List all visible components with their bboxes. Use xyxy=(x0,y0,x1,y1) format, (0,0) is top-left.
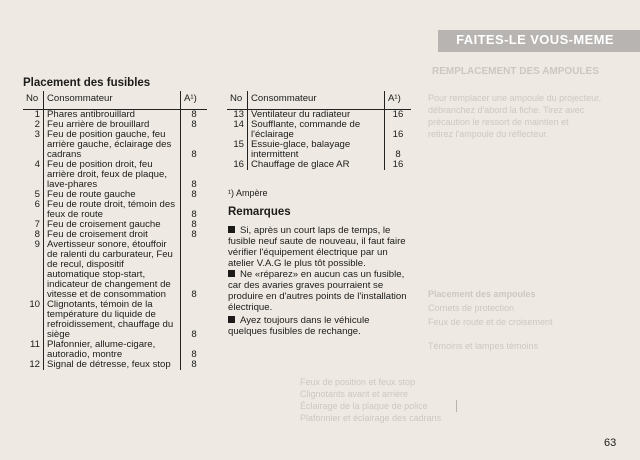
pencil-mark xyxy=(456,400,457,412)
fuse-amperage: 8 xyxy=(181,130,208,160)
bleed-line: Feux de route et de croisement xyxy=(428,317,553,327)
fuse-consumer: Clignotants, témoin de la température du liquide de refroidissement, chauffage du siège xyxy=(47,299,174,340)
header-amp: A¹) xyxy=(181,91,208,110)
table-row xyxy=(227,120,411,140)
fuse-consumer: Feu de route droit, témoin des feux de route xyxy=(47,199,175,220)
bleed-line: précaution le ressort de maintien et xyxy=(428,117,569,127)
fuse-consumer: Feu arrière de brouillard xyxy=(47,119,150,130)
bleed-line: Feux de position et feux stop xyxy=(300,377,416,387)
fuse-number: 1 xyxy=(23,110,44,121)
header-consumer: Consommateur xyxy=(248,91,385,110)
fuse-consumer: Phares antibrouillard xyxy=(47,109,135,120)
fuse-consumer: Feu de route gauche xyxy=(47,189,136,200)
fuse-consumer: Signal de détresse, feux stop xyxy=(47,359,171,370)
footnote: ¹) Ampère xyxy=(228,188,268,198)
fuse-amperage: 8 xyxy=(181,200,208,220)
fuse-number: 13 xyxy=(227,110,248,121)
bleed-line: Clignotants avant et arrière xyxy=(300,389,409,399)
bullet-icon xyxy=(228,226,235,233)
table-row xyxy=(23,340,207,360)
table-row xyxy=(227,140,411,160)
fuse-number: 15 xyxy=(227,140,248,160)
remark-item xyxy=(228,225,410,269)
fuse-amperage: 8 xyxy=(181,230,208,240)
table-header-row xyxy=(23,91,207,110)
fuse-consumer: Plafonnier, allume-cigare, autoradio, montre xyxy=(47,339,156,360)
table-header-row xyxy=(227,91,411,110)
fuse-number: 9 xyxy=(23,240,44,300)
table-row xyxy=(23,360,207,370)
fuse-number: 3 xyxy=(23,130,44,160)
header-title: FAITES-LE VOUS-MEME xyxy=(456,32,614,47)
fuse-amperage: 8 xyxy=(181,160,208,190)
fuse-amperage: 8 xyxy=(181,340,208,360)
table-row xyxy=(23,300,207,340)
section-title: Placement des fusibles xyxy=(23,77,151,89)
fuse-consumer: Avertisseur sonore, étouffoir de ralenti du carburateur, Feu de recul, dispositif automatique stop-start, indicateur de changement de vitesse et de consommation xyxy=(47,239,173,300)
fuse-number: 14 xyxy=(227,120,248,140)
fuse-amperage: 16 xyxy=(385,160,412,170)
fuse-table-right xyxy=(227,91,411,170)
fuse-consumer: Feu de position droit, feu arrière droit, feux de plaque, lave-phares xyxy=(47,159,167,190)
fuse-number: 12 xyxy=(23,360,44,370)
fuse-amperage: 8 xyxy=(385,140,412,160)
page-number: 63 xyxy=(604,437,617,449)
fuse-number: 6 xyxy=(23,200,44,220)
fuse-amperage: 8 xyxy=(181,110,208,121)
fuse-amperage: 16 xyxy=(385,120,412,140)
fuse-consumer: Feu de croisement droit xyxy=(47,229,148,240)
fuse-number: 11 xyxy=(23,340,44,360)
bullet-icon xyxy=(228,270,235,277)
bleed-heading: Placement des ampoules xyxy=(428,289,536,299)
header-no: No xyxy=(227,91,248,110)
fuse-consumer: Essuie-glace, balayage intermittent xyxy=(251,139,351,160)
bleed-heading: REMPLACEMENT DES AMPOULES xyxy=(432,66,599,77)
header-consumer: Consommateur xyxy=(44,91,181,110)
table-row xyxy=(23,240,207,300)
fuse-number: 8 xyxy=(23,230,44,240)
remark-text: Si, après un court laps de temps, le fusible neuf saute de nouveau, il faut faire vérifier l'équipement électrique par un atelier V.A.G le plus tôt possible. xyxy=(228,225,406,269)
bleed-line: Plafonnier et éclairage des cadrans xyxy=(300,413,442,423)
fuse-consumer: Soufflante, commande de l'éclairage xyxy=(251,119,361,140)
remarks-title: Remarques xyxy=(228,206,291,218)
bleed-line: Éclairage de la plaque de police xyxy=(300,401,428,411)
fuse-number: 7 xyxy=(23,220,44,230)
fuse-table-left xyxy=(23,91,207,370)
table-row xyxy=(23,130,207,160)
fuse-number: 5 xyxy=(23,190,44,200)
header-band xyxy=(438,30,640,52)
fuse-amperage: 16 xyxy=(385,110,412,121)
fuse-number: 10 xyxy=(23,300,44,340)
fuse-amperage: 8 xyxy=(181,120,208,130)
bullet-icon xyxy=(228,316,235,323)
bleed-line: Pour remplacer une ampoule du projecteur, xyxy=(428,93,602,103)
fuse-consumer: Feu de position gauche, feu arrière gauche, éclairage des cadrans xyxy=(47,129,172,160)
bleed-line: Cornets de protection xyxy=(428,303,515,313)
fuse-number: 4 xyxy=(23,160,44,190)
remark-item xyxy=(228,315,410,337)
table-row xyxy=(227,160,411,170)
fuse-amperage: 8 xyxy=(181,360,208,370)
fuse-amperage: 8 xyxy=(181,240,208,300)
fuse-consumer: Ventilateur du radiateur xyxy=(251,109,351,120)
header-amp: A¹) xyxy=(385,91,412,110)
fuse-amperage: 8 xyxy=(181,220,208,230)
remark-text: Ayez toujours dans le véhicule quelques fusibles de rechange. xyxy=(228,315,370,337)
remark-text: Ne «réparez» en aucun cas un fusible, car des avaries graves pourraient se produire en d'autres points de l'installation électrique. xyxy=(228,269,407,313)
bleed-line: débranchez d'abord la fiche. Tirez avec xyxy=(428,105,585,115)
fuse-amperage: 8 xyxy=(181,300,208,340)
fuse-consumer: Chauffage de glace AR xyxy=(251,159,350,170)
remark-item xyxy=(228,269,410,313)
fuse-consumer: Feu de croisement gauche xyxy=(47,219,161,230)
table-row xyxy=(23,160,207,190)
fuse-number: 2 xyxy=(23,120,44,130)
header-no: No xyxy=(23,91,44,110)
bleed-line: Témoins et lampes témoins xyxy=(428,341,539,351)
table-row xyxy=(23,200,207,220)
fuse-amperage: 8 xyxy=(181,190,208,200)
bleed-line: retirez l'ampoule du réflecteur. xyxy=(428,129,549,139)
fuse-number: 16 xyxy=(227,160,248,170)
